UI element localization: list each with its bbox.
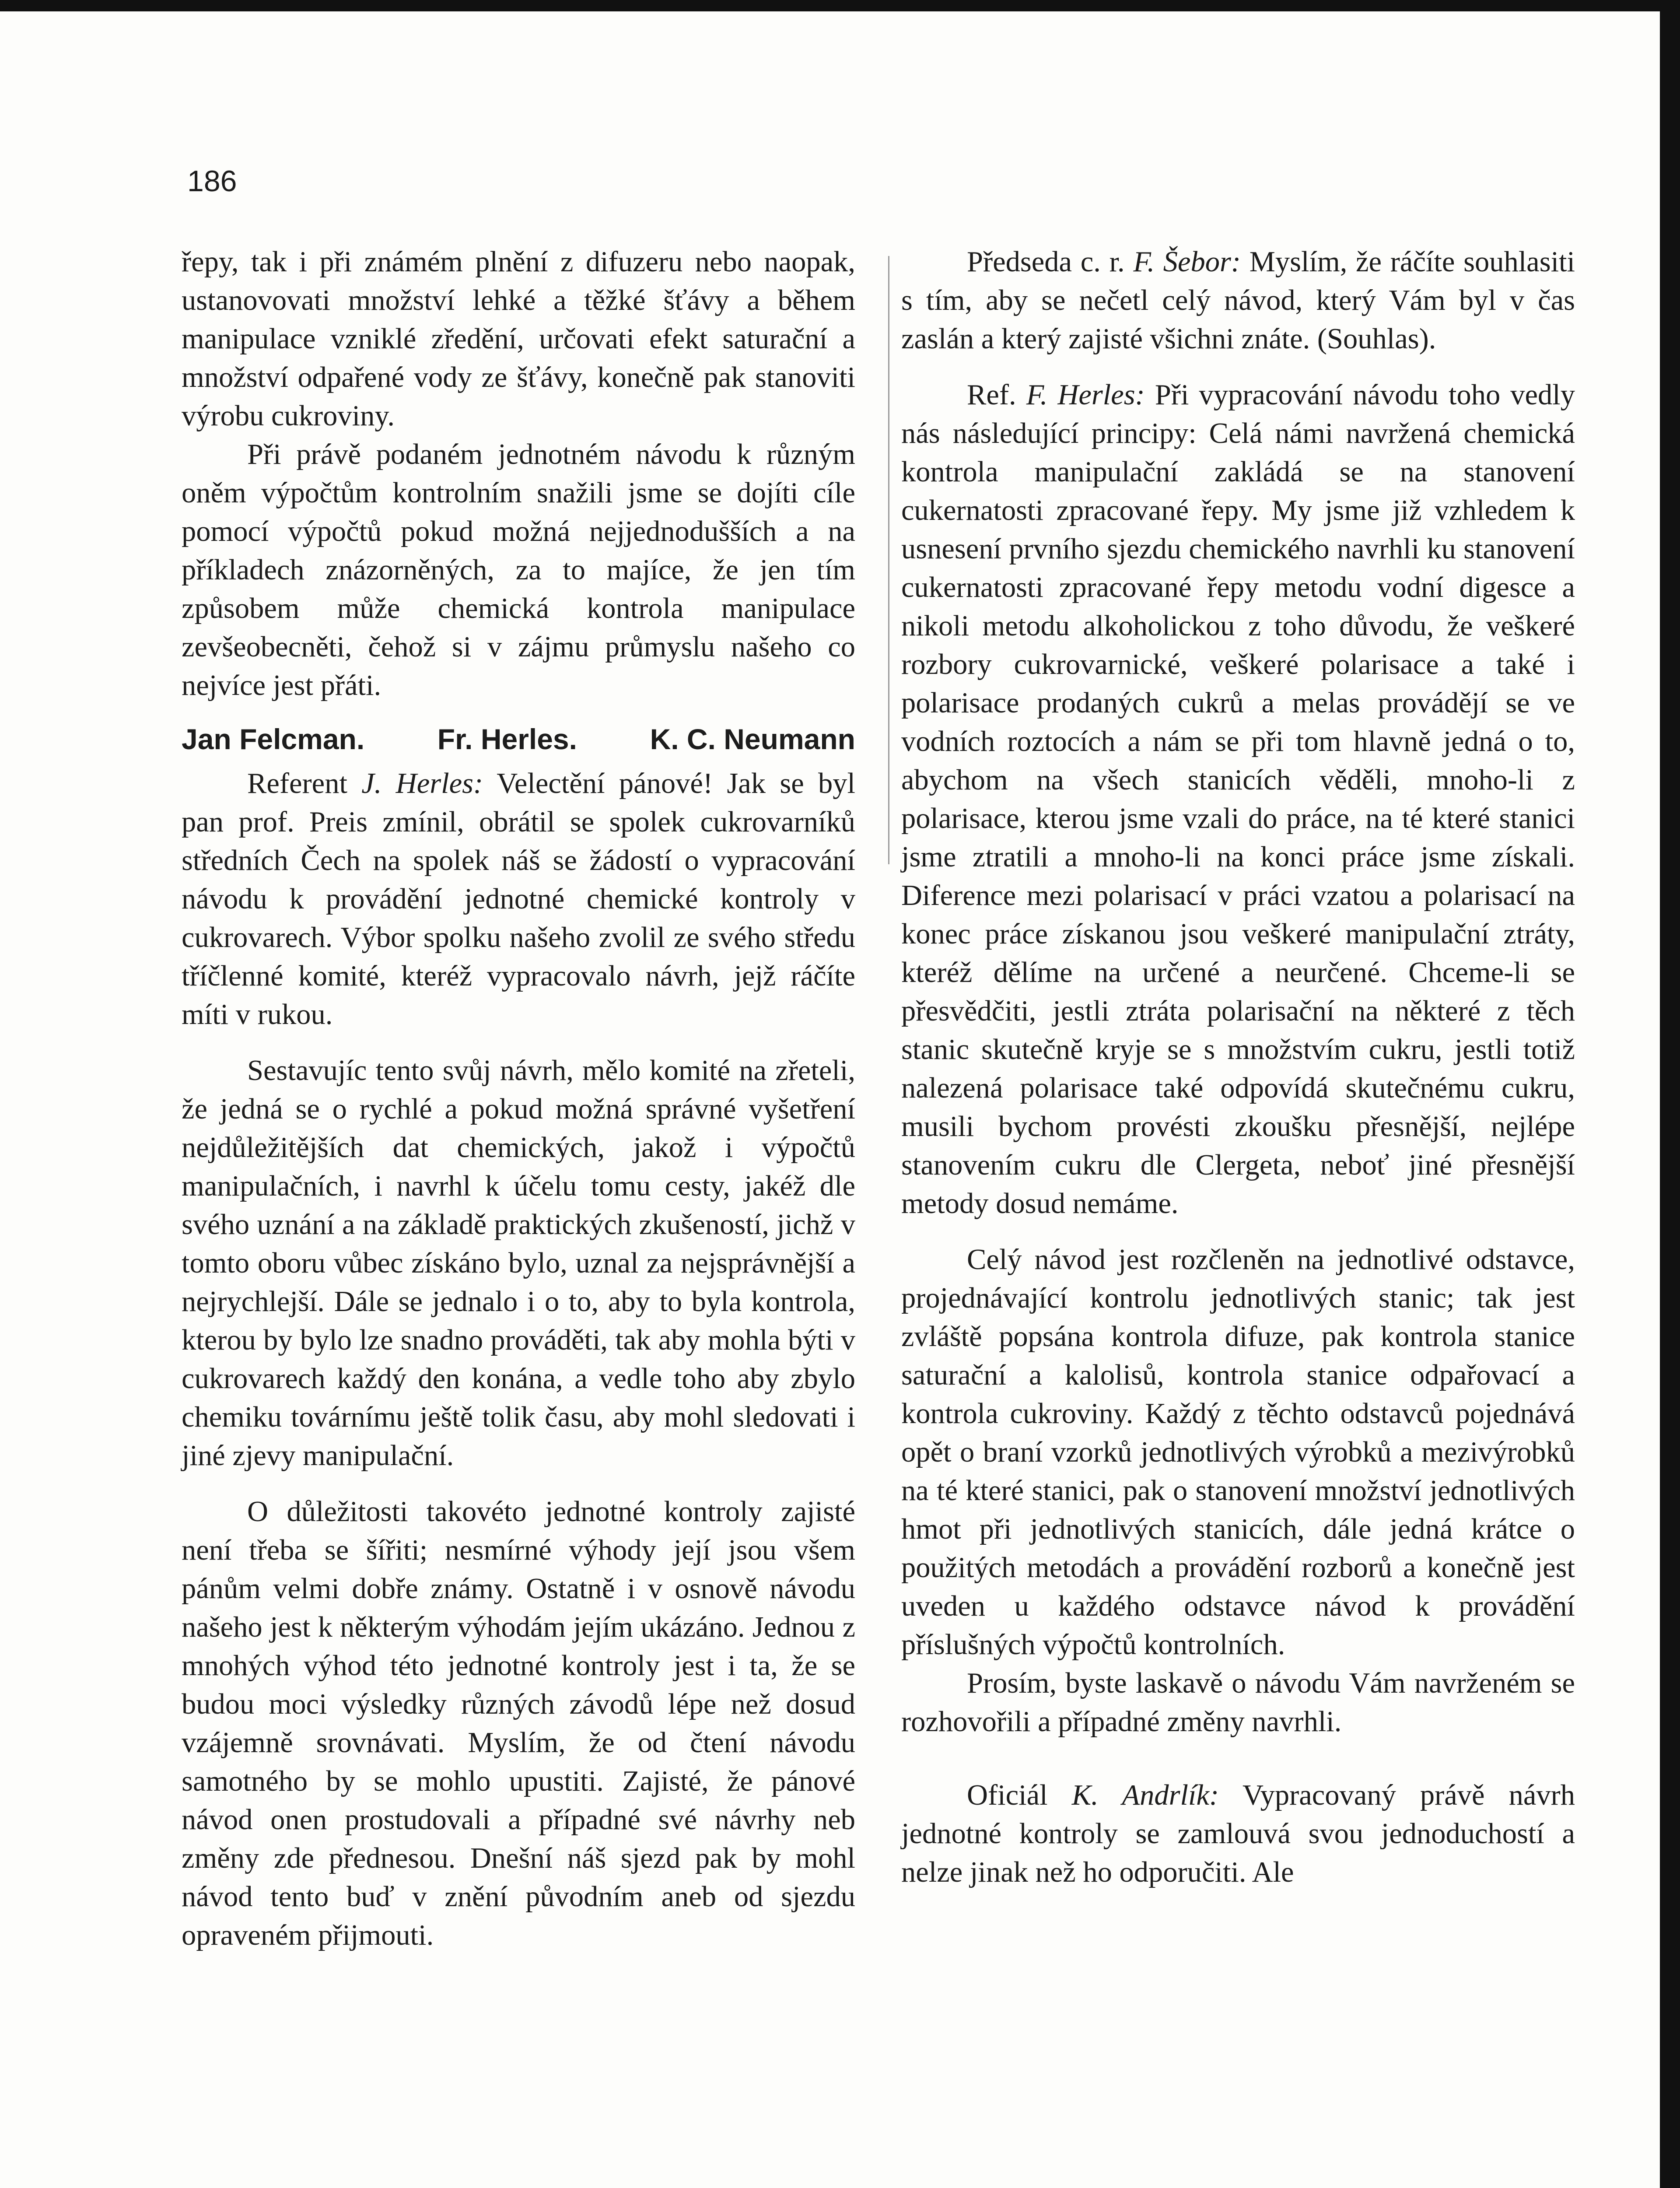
speaker-name: F. Herles: — [1026, 379, 1145, 411]
speaker-title: Předseda c. r. — [967, 246, 1134, 278]
paragraph: Sestavujíc tento svůj návrh, mělo komité na zřeteli, že jedná se o rychlé a pokud možná správné vyšetření nejdůležitějších dat chemických, jakož i výpočtů manipulačních, i navrhl k účelu tomu cesty, jakéž dle svého uznání a na základě praktických zkušeností, jichž v tomto oboru vůbec získáno bylo, uznal za nejsprávnější a nejrychlejší. Dále se jednalo i o to, aby to byla kontrola, kterou by bylo lze snadno prováděti, tak aby mohla býti v cukrovarech každý den konána, a vedle toho aby zbylo chemiku továrnímu ještě tolik času, aby mohl sledovati i jiné zjevy manipulační. — [182, 1055, 855, 1472]
paragraph: O důležitosti takovéto jednotné kontroly zajisté není třeba se šířiti; nesmírné výhody její jsou všem pánům velmi dobře známy. Ostatně i v osnově návodu našeho jest k některým výhodám jejím ukázáno. Jednou z mnohých výhod této jednotné kontroly jest i ta, že se budou moci výsledky různých závodů lépe než dosud vzájemně srovnávati. Myslím, že od čtení návodu samotného by se mohlo upustiti. Zajisté, že pánové návod onen prostudovali a případné své návrhy neb změny zde přednesou. Dnešní náš sjezd pak by mohl návod tento buď v znění původním aneb od sjezdu opraveném přijmouti. — [182, 1496, 855, 1951]
speaker-title: Referent — [247, 768, 362, 799]
speaker-title: Ref. — [967, 379, 1026, 411]
paragraph — [901, 376, 1575, 1223]
speech-text: Při vypracování návodu toho vedly nás následující principy: Celá námi navržená chemická kontrola manipulační zakládá se na stanovení cukernatosti zpracované řepy. My jsme již vzhledem k usnesení prvního sjezdu chemického navrhli ku stanovení cukernatosti zpracované řepy metodu vodní digesce a nikoli metodu alkoholickou z toho důvodu, že veškeré rozbory cukrovarnické, veškeré polarisace a také i polarisace prodaných cukrů a melas provádějí se ve vodních roztocích a nám se při tom hlavně jedná o to, abychom na všech stanicích věděli, mnoho-li z polarisace, kterou jsme vzali do práce, na té které stanici jsme ztratili a mnoho-li na konci práce jsme získali. Diference mezi polarisací v práci vzatou a polarisací na konec práce získanou jsou veškeré manipulační ztráty, kteréž dělíme na určené a neurčené. Chceme-li se přesvědčiti, jestli ztráta polarisační na některé z těch stanic skutečně kryje se s množstvím cukru, jestli totiž nalezená polarisace také odpovídá skutečnému cukru, musili bychom provésti zkoušku přesnější, nejlépe stanovením cukru dle Clergeta, neboť jiné přesnější metody dosud nemáme. — [901, 379, 1575, 1220]
left-column — [182, 243, 855, 1955]
signature: K. C. Neumann — [650, 723, 855, 755]
scan-border-top — [0, 0, 1680, 11]
signatures — [182, 720, 855, 758]
paragraph: řepy, tak i při známém plnění z difuzeru nebo naopak, ustanovovati množství lehké a těžké šťávy a během manipulace vzniklé zředění, určovati efekt saturační a množství odpařené vody ze šťávy, konečně pak stanoviti výrobu cukroviny. — [182, 246, 855, 432]
right-column — [901, 243, 1575, 1892]
speaker-name: F. Šebor: — [1133, 246, 1241, 278]
speaker-name: J. Herles: — [361, 768, 483, 799]
paragraph: Při právě podaném jednotném návodu k různým oněm výpočtům kontrolním snažili jsme se dojíti cíle pomocí výpočtů pokud možná nejjednodušších a na příkladech znázorněných, za to majíce, že jen tím způsobem může chemická kontrola manipulace zevšeobecněti, čehož si v zájmu průmyslu našeho co nejvíce jest přáti. — [182, 438, 855, 701]
speech-text: Myslím, že ráčíte souhlasiti s tím, aby se nečetl celý návod, který Vám byl v čas zaslán a který zajisté všichni znáte. (Souhlas). — [901, 246, 1575, 355]
speech-text: Velectění pánové! Jak se byl pan prof. Preis zmínil, obrátil se spolek cukrovarníků středních Čech na spolek náš se žádostí o vypracování návodu k provádění jednotné chemické kontroly v cukrovarech. Výbor spolku našeho zvolil ze svého středu tříčlenné komité, kteréž vypracovalo návrh, jejž ráčíte míti v rukou. — [182, 768, 856, 1031]
paragraph: Prosím, byste laskavě o návodu Vám navrženém se rozhovořili a případné změny navrhli. — [901, 1667, 1575, 1738]
paragraph — [901, 243, 1575, 358]
column-divider — [888, 256, 889, 864]
speaker-title: Oficiál — [967, 1779, 1072, 1811]
page-number: 186 — [187, 165, 237, 198]
paragraph: Celý návod jest rozčleněn na jednotlivé odstavce, projednávající kontrolu jednotlivých stanic; tak jest zvláště popsána kontrola difuze, pak kontrola stanice saturační a kalolisů, kontrola stanice odpařovací a kontrola cukroviny. Každý z těchto odstavců pojednává opět o braní vzorků jednotlivých výrobků a mezivýrobků na té které stanici, pak o stanovení množství jednotlivých hmot při jednotlivých stanicích, dále jedná krátce o použitých metodách a provádění rozborů a konečně jest uveden u každého odstavce návod k provádění příslušných výpočtů kontrolních. — [901, 1244, 1575, 1661]
paragraph — [182, 764, 855, 1034]
speech-text: Vypracovaný právě návrh jednotné kontroly se zamlouvá svou jednoduchostí a nelze jinak než ho odporučiti. Ale — [901, 1779, 1575, 1888]
signature: Jan Felcman. — [182, 723, 365, 755]
signature: Fr. Herles. — [437, 723, 577, 755]
speaker-name: K. Andrlík: — [1071, 1779, 1219, 1811]
paragraph — [901, 1776, 1575, 1892]
scan-border-right — [1660, 0, 1680, 2188]
